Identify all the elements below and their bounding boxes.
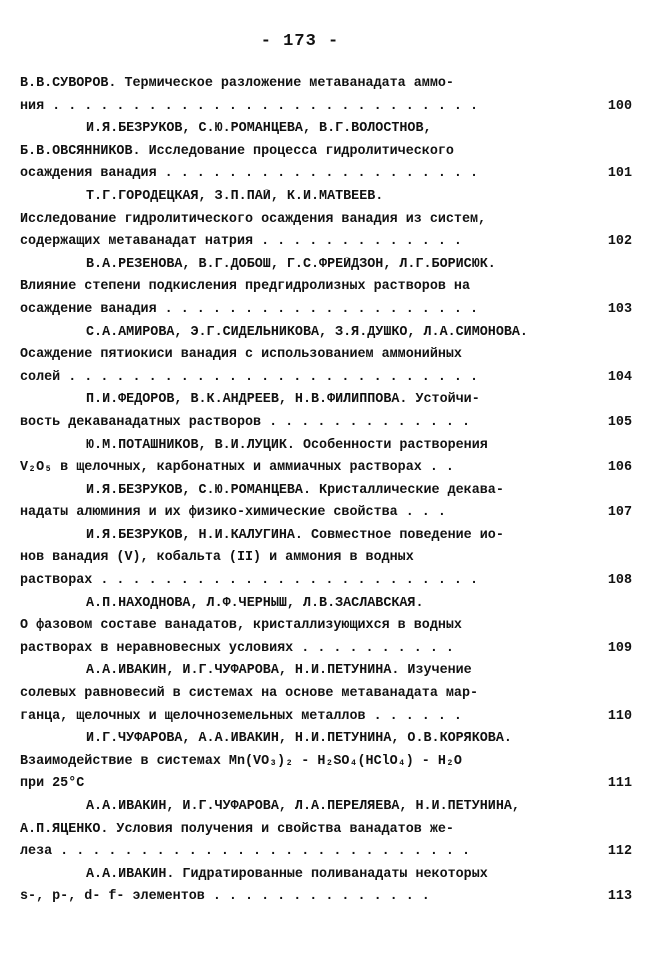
toc-entry	[20, 731, 632, 799]
toc-line	[20, 392, 632, 415]
toc-line-text: Ю.М.ПОТАШНИКОВ, В.И.ЛУЦИК. Особенности растворения	[86, 437, 488, 453]
toc-line	[20, 573, 632, 596]
toc-line	[20, 460, 632, 483]
toc-line	[20, 144, 632, 167]
toc-page-number: 106	[607, 460, 632, 476]
toc-line-text: А.П.НАХОДНОВА, Л.Ф.ЧЕРНЫШ, Л.В.ЗАСЛАВСКАЯ.	[86, 595, 424, 611]
toc-line-text: А.А.ИВАКИН, И.Г.ЧУФАРОВА, Н.И.ПЕТУНИНА. Изучение	[86, 663, 472, 679]
toc-entry	[20, 76, 632, 121]
toc-line-text: Взаимодействие в системах Mn(VO₃)₂ - H₂SO₄(HClO₄) - H₂O	[20, 753, 462, 769]
toc-line-text: V₂O₅ в щелочных, карбонатных и аммиачных растворах . .	[20, 460, 454, 476]
toc-line	[20, 234, 632, 257]
toc-line-text: П.И.ФЕДОРОВ, В.К.АНДРЕЕВ, Н.В.ФИЛИППОВА. Устойчи-	[86, 392, 480, 408]
toc-line	[20, 776, 632, 799]
toc-entry	[20, 528, 632, 596]
page-number: - 173 -	[260, 32, 340, 51]
toc-page-number: 112	[607, 844, 632, 860]
toc-line	[20, 121, 632, 144]
toc-line-text: Осаждение пятиокиси ванадия с использованием аммонийных	[20, 347, 462, 363]
toc-line-text: ния . . . . . . . . . . . . . . . . . . . . . . . . . . .	[20, 98, 479, 114]
toc-line	[20, 76, 632, 99]
toc-page-number: 101	[607, 166, 632, 182]
toc-line	[20, 505, 632, 528]
toc-line	[20, 279, 632, 302]
toc-line-text: Исследование гидролитического осаждения ванадия из систем,	[20, 211, 487, 227]
toc-line-text: при 25°C	[20, 776, 85, 792]
toc-line-text: А.А.ИВАКИН, И.Г.ЧУФАРОВА, Л.А.ПЕРЕЛЯЕВА, Н.И.ПЕТУНИНА,	[86, 799, 520, 814]
toc-line	[20, 889, 632, 912]
toc-line-text: осаждение ванадия . . . . . . . . . . . . . . . . . . . .	[20, 301, 479, 317]
toc-line-text: растворах в неравновесных условиях . . . . . . . . . .	[20, 640, 454, 656]
toc-entry	[20, 392, 632, 437]
toc-entry	[20, 867, 632, 912]
toc-line-text: солевых равновесий в системах на основе метаванадата мар-	[20, 686, 479, 702]
toc-line	[20, 822, 632, 845]
toc-page-number: 100	[607, 98, 632, 114]
toc-line	[20, 844, 632, 867]
toc-page-number: 109	[607, 640, 632, 656]
toc-entry	[20, 596, 632, 664]
toc-line	[20, 686, 632, 709]
toc-line	[20, 731, 632, 754]
toc-line-text: И.Я.БЕЗРУКОВ, Н.И.КАЛУГИНА. Совместное поведение ио-	[86, 527, 504, 543]
toc-line	[20, 663, 632, 686]
toc-line	[20, 257, 632, 280]
toc-page-number: 102	[607, 234, 632, 250]
toc-page-number: 111	[607, 776, 632, 792]
toc-line	[20, 528, 632, 551]
toc-line-text: Т.Г.ГОРОДЕЦКАЯ, З.П.ПАЙ, К.И.МАТВЕЕВ.	[86, 188, 384, 204]
toc-page-number: 103	[607, 301, 632, 317]
toc-entry	[20, 483, 632, 528]
toc-line	[20, 709, 632, 732]
toc-page-number: 110	[607, 708, 632, 724]
toc-line-text: А.П.ЯЦЕНКО. Условия получения и свойства ванадатов же-	[20, 821, 454, 837]
toc-line	[20, 166, 632, 189]
toc-line-text: С.А.АМИРОВА, Э.Г.СИДЕЛЬНИКОВА, З.Я.ДУШКО, Л.А.СИМОНОВА.	[86, 324, 528, 340]
toc-line-text: И.Г.ЧУФАРОВА, А.А.ИВАКИН, Н.И.ПЕТУНИНА, О.В.КОРЯКОВА.	[86, 731, 512, 747]
toc-line	[20, 550, 632, 573]
toc-entry	[20, 325, 632, 393]
toc-line-text: ганца, щелочных и щелочноземельных металлов . . . . . .	[20, 708, 462, 724]
toc-line-text: Влияние степени подкисления предгидролизных растворов на	[20, 279, 470, 295]
toc-line	[20, 618, 632, 641]
toc-line-text: А.А.ИВАКИН. Гидратированные поливанадаты некоторых	[86, 866, 488, 882]
toc-entry	[20, 799, 632, 867]
toc-line-text: Б.В.ОВСЯННИКОВ. Исследование процесса гидролитического	[20, 143, 454, 159]
toc-entry	[20, 257, 632, 325]
toc-line-text: надаты алюминия и их физико-химические свойства . . .	[20, 505, 446, 521]
toc-line	[20, 799, 632, 822]
toc-entry	[20, 438, 632, 483]
toc-line-text: леза . . . . . . . . . . . . . . . . . . . . . . . . . .	[20, 844, 470, 860]
toc-line-text: s-, p-, d- f- элементов . . . . . . . . . . . . . .	[20, 889, 430, 905]
toc-page-number: 104	[607, 369, 632, 385]
toc-page-number: 113	[607, 889, 632, 905]
toc-page-number: 105	[607, 414, 632, 430]
toc-line-text: солей . . . . . . . . . . . . . . . . . . . . . . . . . .	[20, 369, 479, 385]
toc-line-text: В.В.СУВОРОВ. Термическое разложение метаванадата аммо-	[20, 76, 454, 91]
toc-line	[20, 325, 632, 348]
toc-line	[20, 189, 632, 212]
toc-line	[20, 867, 632, 890]
toc-line	[20, 370, 632, 393]
toc-line	[20, 347, 632, 370]
toc-line-text: И.Я.БЕЗРУКОВ, С.Ю.РОМАНЦЕВА. Кристаллические декава-	[86, 482, 504, 498]
toc-line-text: содержащих метаванадат натрия . . . . . . . . . . . . .	[20, 234, 462, 250]
toc-line-text: И.Я.БЕЗРУКОВ, С.Ю.РОМАНЦЕВА, В.Г.ВОЛОСТНОВ,	[86, 121, 432, 137]
toc-line-text: В.А.РЕЗЕНОВА, В.Г.ДОБОШ, Г.С.ФРЕЙДЗОН, Л.Г.БОРИСЮК.	[86, 256, 496, 272]
table-of-contents	[20, 76, 632, 912]
toc-line-text: О фазовом составе ванадатов, кристаллизующихся в водных	[20, 618, 462, 634]
toc-line	[20, 415, 632, 438]
toc-line-text: нов ванадия (V), кобальта (II) и аммония в водных	[20, 550, 414, 566]
toc-line	[20, 438, 632, 461]
toc-line	[20, 302, 632, 325]
toc-entry	[20, 121, 632, 189]
toc-line-text: осаждения ванадия . . . . . . . . . . . . . . . . . . . .	[20, 166, 479, 182]
toc-page-number: 107	[607, 505, 632, 521]
toc-line	[20, 596, 632, 619]
toc-entry	[20, 189, 632, 257]
toc-line-text: вость декаванадатных растворов . . . . . . . . . . . . .	[20, 414, 470, 430]
toc-line	[20, 641, 632, 664]
toc-page-number: 108	[607, 573, 632, 589]
toc-line	[20, 483, 632, 506]
toc-line	[20, 212, 632, 235]
toc-line-text: растворах . . . . . . . . . . . . . . . . . . . . . . . .	[20, 573, 479, 589]
toc-entry	[20, 663, 632, 731]
toc-line	[20, 99, 632, 122]
toc-line	[20, 754, 632, 777]
